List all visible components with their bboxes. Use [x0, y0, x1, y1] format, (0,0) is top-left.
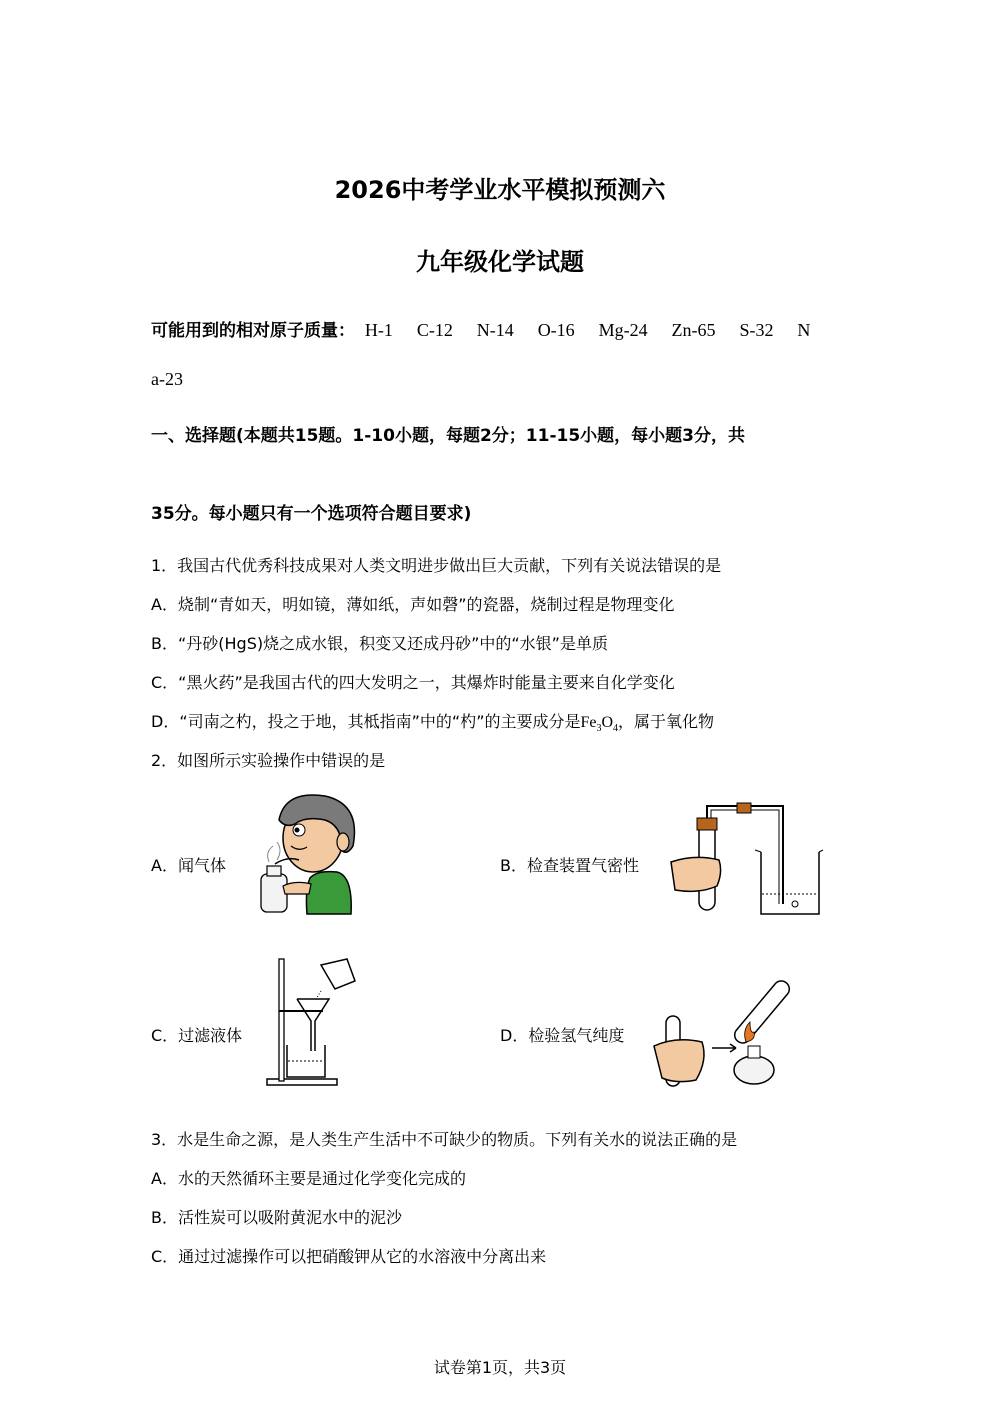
formula-fe: Fe	[580, 714, 597, 731]
formula-sub-3: 3	[596, 723, 602, 735]
atomic-label: 可能用到的相对原子质量：	[151, 321, 355, 341]
q2-option-d: D．检验氢气纯度	[500, 1026, 625, 1045]
atomic-mass: Mg-24	[598, 320, 648, 340]
exam-title: 2026中考学业水平模拟预测六	[334, 176, 666, 204]
filtration-illustration	[265, 955, 360, 1087]
exam-subtitle: 九年级化学试题	[416, 248, 584, 276]
atomic-mass: C-12	[416, 320, 453, 340]
q2-option-b: B．检查装置气密性	[500, 856, 639, 875]
hydrogen-purity-test-illustration	[650, 960, 810, 1090]
atomic-mass: N-14	[476, 320, 514, 340]
q2-option-a: A．闻气体	[151, 856, 226, 875]
q1-option-b: B．“丹砂(HgS)烧之成水银，积变又还成丹砂”中的“水银”是单质	[151, 634, 608, 653]
q3-option-c: C．通过过滤操作可以把硝酸钾从它的水溶液中分离出来	[151, 1247, 547, 1266]
formula-o: O	[601, 714, 614, 731]
atomic-mass: H-1	[364, 320, 393, 340]
formula-sub-4: 4	[613, 723, 619, 735]
atomic-mass: S-32	[739, 320, 774, 340]
section1-heading-line1: 一、选择题(本题共15题。1-10小题，每题2分；11-15小题，每小题3分，共	[151, 426, 745, 446]
q1-option-d-tail: ，属于氧化物	[618, 712, 715, 731]
section1-heading-line2: 35分。每小题只有一个选项符合题目要求)	[151, 504, 472, 524]
q1-stem: 1．我国古代优秀科技成果对人类文明进步做出巨大贡献，下列有关说法错误的是	[151, 556, 722, 575]
atomic-masses-wrap: a-23	[151, 369, 183, 389]
page-footer: 试卷第1页，共3页	[433, 1358, 567, 1377]
q1-option-d-text: D．“司南之杓，投之于地，其柢指南”中的“杓”的主要成分是	[151, 712, 581, 731]
atomic-mass: Zn-65	[671, 320, 716, 340]
q1-option-c: C．“黑火药”是我国古代的四大发明之一，其爆炸时能量主要来自化学变化	[151, 673, 675, 692]
atomic-mass: N	[797, 320, 811, 340]
atomic-masses-line	[151, 316, 828, 341]
q3-option-b: B．活性炭可以吸附黄泥水中的泥沙	[151, 1208, 402, 1227]
q2-stem: 2．如图所示实验操作中错误的是	[151, 751, 386, 770]
q2-option-c: C．过滤液体	[151, 1026, 243, 1045]
airtightness-check-illustration	[665, 800, 825, 918]
q3-option-a: A．水的天然循环主要是通过化学变化完成的	[151, 1169, 466, 1188]
q1-option-a: A．烧制“青如天，明如镜，薄如纸，声如磬”的瓷器，烧制过程是物理变化	[151, 595, 675, 614]
atomic-mass: O-16	[537, 320, 575, 340]
q1-option-d	[151, 709, 714, 734]
smelling-gas-illustration	[255, 790, 365, 920]
q3-stem: 3．水是生命之源，是人类生产生活中不可缺少的物质。下列有关水的说法正确的是	[151, 1130, 738, 1149]
